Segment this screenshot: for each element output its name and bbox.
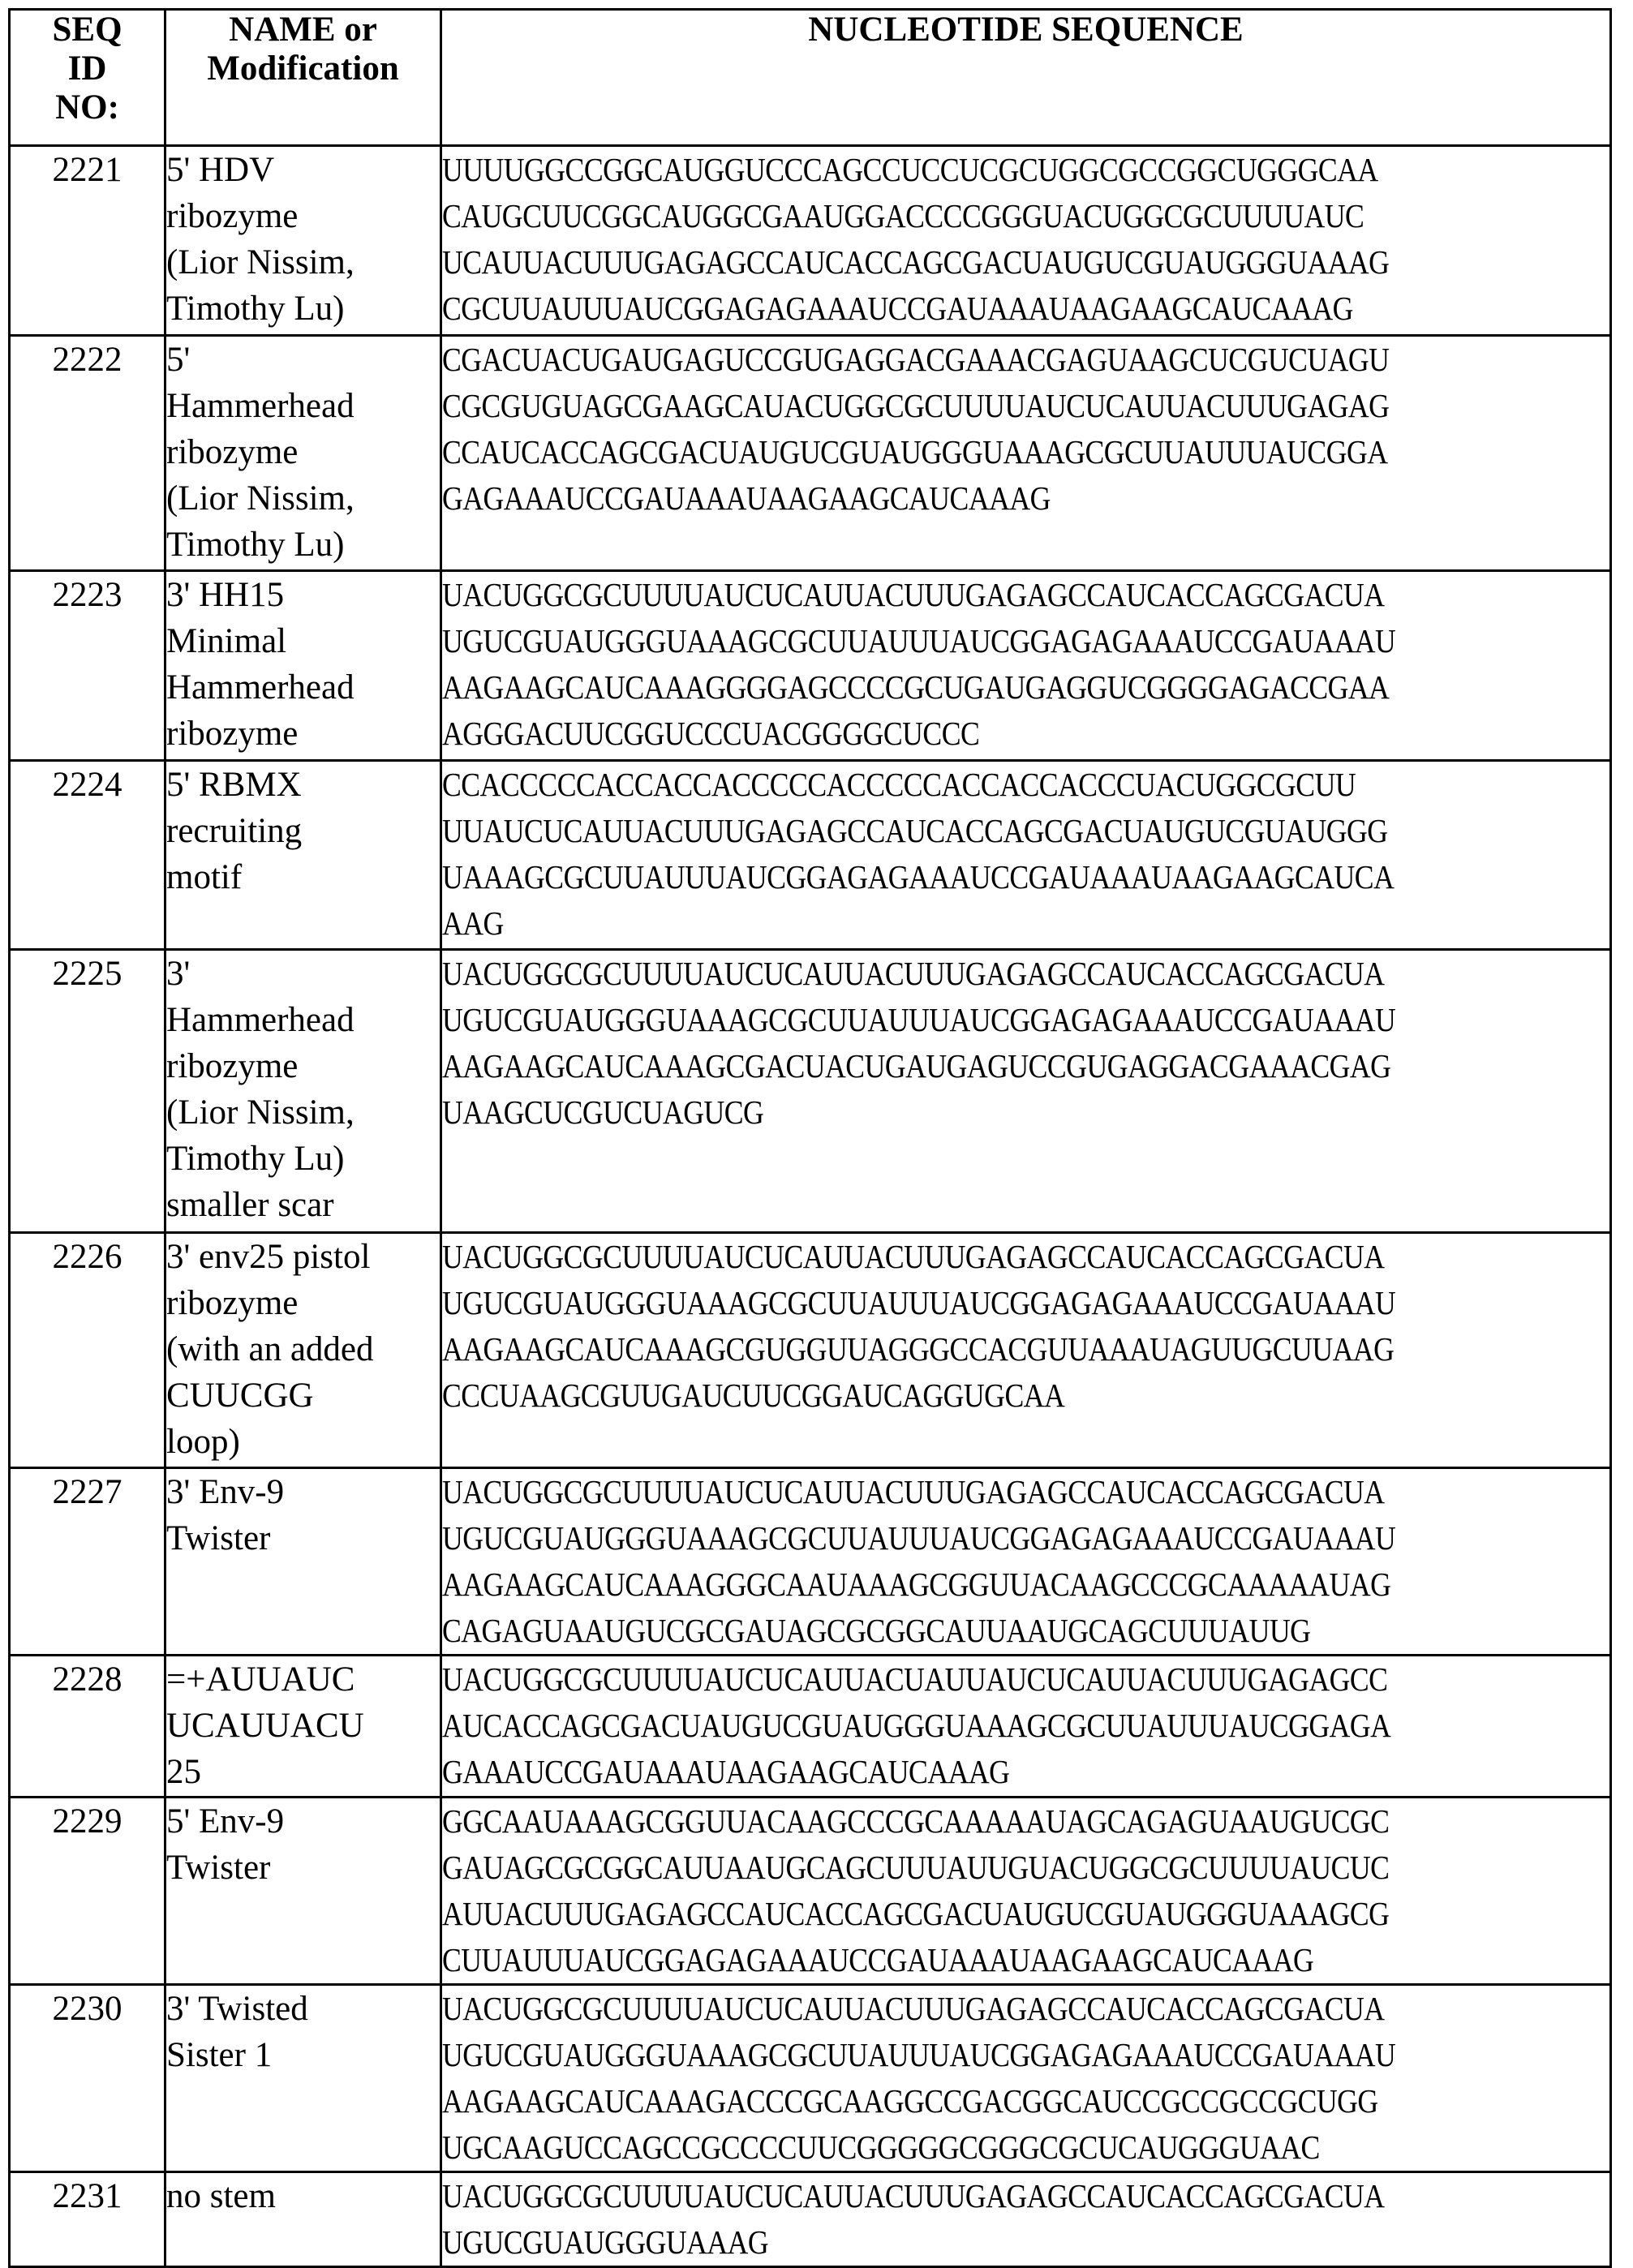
seq-id-cell: 2222 (10, 336, 165, 571)
sequence-text: CGACUACUGAUGAGUCCGUGAGGACGAAACGAGUAAGCUCGUCUAGU CGCGUGUAGCGAAGCAUACUGGCGCUUUUAUCUCAUUACUUUGAGAG CCAUCACCAGCGACUAUGUCGUAUGGGUAAAGCGCUUAUUUAUCGGA GAGAAAUCCGAUAAAUAAGAAGCAUCAAAG (442, 341, 1390, 517)
name-cell: 3' Env-9 Twister (165, 1468, 441, 1656)
seq-id-cell: 2224 (10, 761, 165, 950)
header-seq-id-line: NO: (55, 88, 119, 127)
seq-id-cell: 2223 (10, 571, 165, 761)
table-row (10, 761, 1611, 950)
table-row (10, 1656, 1611, 1798)
sequence-text: UACUGGCGCUUUUAUCUCAUUACUUUGAGAGCCAUCACCAGCGACUA UGUCGUAUGGGUAAAGCGCUUAUUUAUCGGAGAGAAAUCCGAUAAAU AAGAAGCAUCAAAGACCCGCAAGGCCGACGGCAUCCGCCGCCGCUGG UGCAAGUCCAGCCGCCCCUUCGGGGGCGGGCGCUCAUGGGUAAC (442, 1990, 1396, 2166)
sequence-cell (441, 336, 1611, 571)
header-name (165, 10, 441, 146)
sequence-text: UACUGGCGCUUUUAUCUCAUUACUUUGAGAGCCAUCACCAGCGACUA UGUCGUAUGGGUAAAGCGCUUAUUUAUCGGAGAGAAAUCCGAUAAAU AAGAAGCAUCAAAGCGACUACUGAUGAGUCCGUGAGGACGAAACGAG UAAGCUCGUCUAGUCG (442, 955, 1396, 1131)
seq-id-cell: 2231 (10, 2172, 165, 2267)
sequence-text: UACUGGCGCUUUUAUCUCAUUACUUUGAGAGCCAUCACCAGCGACUA UGUCGUAUGGGUAAAGCGCUUAUUUAUCGGAGAGAAAUCCGAUAAAU AAGAAGCAUCAAAGCGUGGUUAGGGCCACGUUAAAUAGUUGCUUAAG CCCUAAGCGUUGAUCUUCGGAUCAGGUGCAA (442, 1238, 1396, 1414)
sequence-cell (441, 571, 1611, 761)
table-row (10, 1233, 1611, 1468)
sequence-cell (441, 1985, 1611, 2172)
header-seq-id (10, 10, 165, 146)
name-cell: 3' Hammerhead ribozyme (Lior Nissim, Timothy Lu) smaller scar (165, 950, 441, 1233)
sequence-cell (441, 1233, 1611, 1468)
table-row (10, 146, 1611, 336)
name-cell: 5' HDV ribozyme (Lior Nissim, Timothy Lu) (165, 146, 441, 336)
seq-id-cell: 2227 (10, 1468, 165, 1656)
table-row (10, 336, 1611, 571)
name-cell: no stem (165, 2172, 441, 2267)
seq-id-cell: 2226 (10, 1233, 165, 1468)
header-row (10, 10, 1611, 146)
table-row (10, 571, 1611, 761)
seq-id-cell: 2228 (10, 1656, 165, 1798)
sequence-cell (441, 1656, 1611, 1798)
name-cell: =+AUUAUC UCAUUACU 25 (165, 1656, 441, 1798)
header-sequence: NUCLEOTIDE SEQUENCE (441, 10, 1611, 146)
seq-id-cell: 2225 (10, 950, 165, 1233)
name-cell: 5' RBMX recruiting motif (165, 761, 441, 950)
sequence-cell (441, 1468, 1611, 1656)
sequence-text: UACUGGCGCUUUUAUCUCAUUACUUUGAGAGCCAUCACCAGCGACUA UGUCGUAUGGGUAAAGCGCUUAUUUAUCGGAGAGAAAUCCGAUAAAU AAGAAGCAUCAAAGGGGAGCCCCGCUGAUGAGGUCGGGGAGACCGAA AGGGACUUCGGUCCCUACGGGGCUCCC (442, 576, 1396, 752)
name-cell: 3' HH15 Minimal Hammerhead ribozyme (165, 571, 441, 761)
name-cell: 5' Hammerhead ribozyme (Lior Nissim, Timothy Lu) (165, 336, 441, 571)
sequence-text: UACUGGCGCUUUUAUCUCAUUACUAUUAUCUCAUUACUUUGAGAGCC AUCACCAGCGACUAUGUCGUAUGGGUAAAGCGCUUAUUUAUCGGAGA GAAAUCCGAUAAAUAAGAAGCAUCAAAG (442, 1660, 1391, 1790)
sequence-cell (441, 146, 1611, 336)
name-cell: 3' env25 pistol ribozyme (with an added CUUCGG loop) (165, 1233, 441, 1468)
table-row (10, 1468, 1611, 1656)
table-row (10, 2172, 1611, 2267)
seq-id-cell: 2230 (10, 1985, 165, 2172)
sequence-text: CCACCCCCACCACCACCCCCACCCCCACCACCACCCUACUGGCGCUU UUAUCUCAUUACUUUGAGAGCCAUCACCAGCGACUAUGUCGUAUGGG UAAAGCGCUUAUUUAUCGGAGAGAAAUCCGAUAAAUAAGAAGCAUCA AAG (442, 766, 1394, 942)
sequence-cell (441, 1798, 1611, 1985)
sequence-text: UUUUGGCCGGCAUGGUCCCAGCCUCCUCGCUGGCGCCGGCUGGGCAA CAUGCUUCGGCAUGGCGAAUGGACCCCGGGUACUGGCGCUUUUAUC UCAUUACUUUGAGAGCCAUCACCAGCGACUAUGUCGUAUGGGUAAAG CGCUUAUUUAUCGGAGAGAAAUCCGAUAAAUAAGAAGCAUCAAAG (442, 151, 1390, 327)
header-name-line: Modification (207, 49, 399, 88)
sequence-text: UACUGGCGCUUUUAUCUCAUUACUUUGAGAGCCAUCACCAGCGACUA UGUCGUAUGGGUAAAG (442, 2177, 1385, 2261)
header-seq-id-line: ID (67, 49, 107, 88)
sequence-cell (441, 950, 1611, 1233)
sequence-cell (441, 2172, 1611, 2267)
name-cell: 3' Twisted Sister 1 (165, 1985, 441, 2172)
sequence-text: GGCAAUAAAGCGGUUACAAGCCCGCAAAAAUAGCAGAGUAAUGUCGC GAUAGCGCGGCAUUAAUGCAGCUUUAUUGUACUGGCGCUUUUAUCUC AUUACUUUGAGAGCCAUCACCAGCGACUAUGUCGUAUGGGUAAAGCG CUUAUUUAUCGGAGAGAAAUCCGAUAAAUAAGAAGCAUCAAAG (442, 1802, 1390, 1978)
seq-id-cell: 2229 (10, 1798, 165, 1985)
sequence-table (8, 8, 1612, 2268)
table-row (10, 1985, 1611, 2172)
name-cell: 5' Env-9 Twister (165, 1798, 441, 1985)
header-seq-id-line: SEQ (52, 11, 122, 49)
sequence-text: UACUGGCGCUUUUAUCUCAUUACUUUGAGAGCCAUCACCAGCGACUA UGUCGUAUGGGUAAAGCGCUUAUUUAUCGGAGAGAAAUCCGAUAAAU AAGAAGCAUCAAAGGGCAAUAAAGCGGUUACAAGCCCGCAAAAAUAG CAGAGUAAUGUCGCGAUAGCGCGGCAUUAAUGCAGCUUUAUUG (442, 1473, 1396, 1649)
header-name-line: NAME or (229, 11, 377, 49)
sequence-cell (441, 761, 1611, 950)
table-row (10, 1798, 1611, 1985)
table-row (10, 950, 1611, 1233)
seq-id-cell: 2221 (10, 146, 165, 336)
